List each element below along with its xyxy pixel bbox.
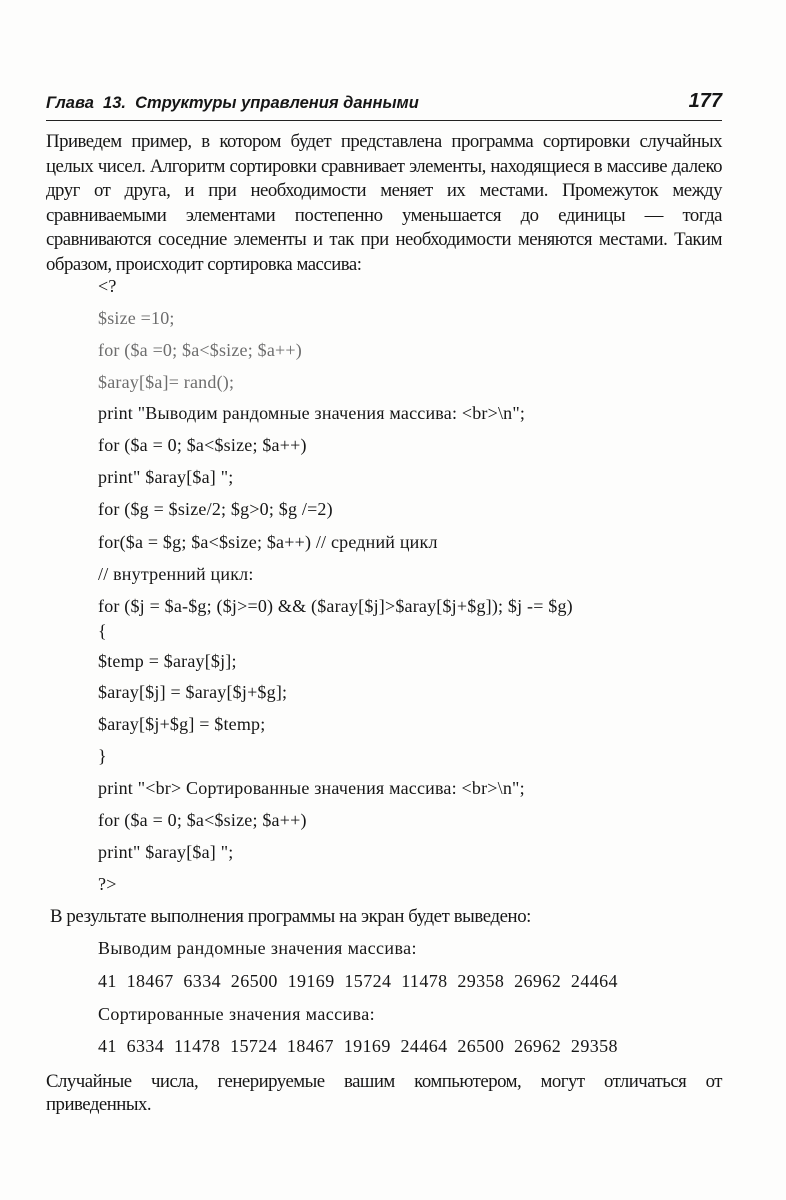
code-line: print "<br> Сортированные значения массива: <br>\n"; (98, 778, 525, 798)
code-line: $aray[$j+$g] = $temp; (98, 714, 266, 734)
result-intro: В результате выполнения программы на экран будет выведено: (50, 906, 532, 927)
intro-paragraph: Приведем пример, в котором будет представлена программа сортировки случайных целых чисел. Алгоритм сортировки сравнивает элементы, находящиеся в массиве далеко друг от друга, и при необходимости меняет их местами. Промежуток между сравниваемыми элементами постепенно уменьшается до единицы — тогда сравниваются соседние элементы и так при необходимости меняются местами. Таким образом, происходит сортировка массива: (46, 131, 722, 275)
output-random-values: 41 18467 6334 26500 19169 15724 11478 29358 26962 24464 (98, 971, 618, 991)
code-line: $aray[$j] = $aray[$j+$g]; (98, 682, 288, 702)
page-number: 177 (688, 90, 722, 112)
code-line: print" $aray[$a] "; (98, 467, 234, 487)
code-line: for ($a = 0; $a<$size; $a++) (98, 810, 307, 830)
code-line: ?> (98, 874, 117, 894)
code-line: for ($j = $a-$g; ($j>=0) && ($aray[$j]>$aray[$j+$g]); $j -= $g) (98, 596, 573, 616)
code-line: $temp = $aray[$j]; (98, 651, 237, 671)
code-line: for ($a = 0; $a<$size; $a++) (98, 435, 307, 455)
code-line: { (98, 621, 107, 641)
code-line: for($a = $g; $a<$size; $a++) // средний цикл (98, 532, 438, 552)
code-line: $size =10; (98, 308, 175, 328)
running-header (46, 90, 722, 121)
code-line: for ($a =0; $a<$size; $a++) (98, 340, 302, 360)
code-line: // внутренний цикл: (98, 564, 254, 584)
final-note: Случайные числа, генерируемые вашим компьютером, могут отличаться от приведенных. (46, 1071, 722, 1115)
code-line: for ($g = $size/2; $g>0; $g /=2) (98, 499, 333, 519)
code-line: print" $aray[$a] "; (98, 842, 234, 862)
code-line: $aray[$a]= rand(); (98, 372, 235, 392)
output-random-label: Выводим рандомные значения массива: (98, 938, 417, 958)
output-sorted-label: Сортированные значения массива: (98, 1004, 375, 1024)
output-sorted-values: 41 6334 11478 15724 18467 19169 24464 26500 26962 29358 (98, 1036, 618, 1056)
code-line: } (98, 746, 107, 766)
code-line: print "Выводим рандомные значения массива: <br>\n"; (98, 403, 526, 423)
code-line: <? (98, 276, 117, 296)
chapter-title: Глава 13. Структуры управления данными (46, 94, 419, 112)
